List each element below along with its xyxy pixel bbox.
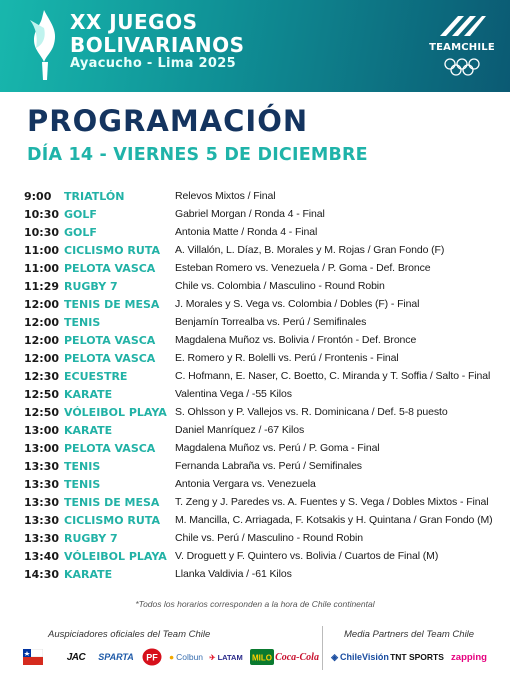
schedule-row <box>24 441 504 459</box>
row-sport: VÓLEIBOL PLAYA <box>64 550 167 563</box>
row-event: Chile vs. Colombia / Masculino - Round Robin <box>175 280 385 292</box>
schedule-row <box>24 549 504 567</box>
chilevision-logo: ◈ ChileVisión <box>331 651 389 662</box>
row-event: Esteban Romero vs. Venezuela / P. Goma - Def. Bronce <box>175 262 431 274</box>
row-time: 12:30 <box>24 370 60 383</box>
row-sport: TENIS <box>64 316 101 329</box>
row-event: Gabriel Morgan / Ronda 4 - Final <box>175 208 325 220</box>
schedule-row <box>24 459 504 477</box>
zapping-logo: zapping <box>451 651 487 663</box>
sponsors-title: Auspiciadores oficiales del Team Chile <box>48 629 211 640</box>
sponsor-divider <box>322 626 323 670</box>
row-event: Magdalena Muñoz vs. Bolivia / Frontón - Def. Bronce <box>175 334 417 346</box>
team-chile-text: TEAMCHILE <box>429 42 495 53</box>
tnt-sports-logo-text: TNT SPORTS <box>390 652 444 662</box>
row-sport: TENIS <box>64 460 101 473</box>
row-event: J. Morales y S. Vega vs. Colombia / Dobles (F) - Final <box>175 298 420 310</box>
row-time: 10:30 <box>24 208 60 221</box>
pf-logo-text: PF <box>146 652 158 663</box>
row-time: 11:29 <box>24 280 60 293</box>
row-time: 9:00 <box>24 190 52 203</box>
latam-logo: ✈ LATAM <box>209 652 243 662</box>
row-sport: KARATE <box>64 568 113 581</box>
milo-logo <box>250 648 274 666</box>
row-time: 11:00 <box>24 244 60 257</box>
row-sport: RUGBY 7 <box>64 280 118 293</box>
olympic-rings-icon <box>444 58 480 76</box>
row-event: Fernanda Labraña vs. Perú / Semifinales <box>175 460 362 472</box>
schedule-row <box>24 225 504 243</box>
page-title: PROGRAMACIÓN <box>27 104 309 138</box>
schedule-row <box>24 387 504 405</box>
team-chile-logo <box>428 12 496 80</box>
schedule-row <box>24 369 504 387</box>
row-time: 12:00 <box>24 298 60 311</box>
colbun-logo: ● Colbun <box>168 652 204 662</box>
row-event: Antonia Vergara vs. Venezuela <box>175 478 316 490</box>
header-line-2: BOLIVARIANOS <box>70 33 245 57</box>
schedule-row <box>24 423 504 441</box>
schedule-row <box>24 477 504 495</box>
media-partners-title: Media Partners del Team Chile <box>344 629 475 640</box>
row-event: M. Mancilla, C. Arriagada, F. Kotsakis y H. Quintana / Gran Fondo (M) <box>175 514 493 526</box>
row-sport: PELOTA VASCA <box>64 334 156 347</box>
row-event: Magdalena Muñoz vs. Perú / P. Goma - Final <box>175 442 380 454</box>
milo-logo-text: MILO <box>252 653 272 663</box>
gobierno-chile-logo-icon <box>22 648 44 666</box>
row-sport: PELOTA VASCA <box>64 352 156 365</box>
row-time: 10:30 <box>24 226 60 239</box>
row-event: T. Zeng y J. Paredes vs. A. Fuentes y S. Vega / Dobles Mixtos - Final <box>175 496 489 508</box>
tnt-sports-logo <box>390 648 444 666</box>
row-sport: CICLISMO RUTA <box>64 514 160 527</box>
row-event: V. Droguett y F. Quintero vs. Bolivia / Cuartos de Final (M) <box>175 550 439 562</box>
schedule-row <box>24 405 504 423</box>
row-time: 13:40 <box>24 550 60 563</box>
latam-logo-text: LATAM <box>217 652 243 662</box>
row-time: 13:30 <box>24 460 60 473</box>
row-sport: TENIS DE MESA <box>64 496 160 509</box>
row-time: 12:00 <box>24 352 60 365</box>
row-time: 11:00 <box>24 262 60 275</box>
row-time: 12:50 <box>24 388 60 401</box>
header-line-3: Ayacucho - Lima 2025 <box>70 56 236 71</box>
row-event: Relevos Mixtos / Final <box>175 190 276 202</box>
row-sport: VÓLEIBOL PLAYA <box>64 406 167 419</box>
row-time: 13:30 <box>24 514 60 527</box>
row-time: 13:30 <box>24 496 60 509</box>
schedule-row <box>24 189 504 207</box>
row-time: 12:50 <box>24 406 60 419</box>
header-banner <box>0 0 510 92</box>
schedule-row <box>24 495 504 513</box>
schedule-row <box>24 351 504 369</box>
schedule-row <box>24 207 504 225</box>
row-sport: PELOTA VASCA <box>64 442 156 455</box>
row-event: A. Villalón, L. Díaz, B. Morales y M. Rojas / Gran Fondo (F) <box>175 244 445 256</box>
row-event: E. Romero y R. Bolelli vs. Perú / Frontenis - Final <box>175 352 399 364</box>
row-time: 12:00 <box>24 316 60 329</box>
row-time: 12:00 <box>24 334 60 347</box>
row-event: S. Ohlsson y P. Vallejos vs. R. Dominicana / Def. 5-8 puesto <box>175 406 448 418</box>
schedule-row <box>24 243 504 261</box>
schedule-row <box>24 567 504 585</box>
timezone-note: *Todos los horarios corresponden a la hora de Chile continental <box>135 599 375 609</box>
row-time: 13:30 <box>24 478 60 491</box>
row-sport: GOLF <box>64 208 97 221</box>
row-event: Benjamín Torrealba vs. Perú / Semifinales <box>175 316 367 328</box>
schedule-row <box>24 297 504 315</box>
row-sport: TRIATLÓN <box>64 190 125 203</box>
row-event: Daniel Manríquez / -67 Kilos <box>175 424 305 436</box>
row-event: C. Hofmann, E. Naser, C. Boetto, C. Miranda y T. Soffia / Salto - Final <box>175 370 491 382</box>
row-event: Antonia Matte / Ronda 4 - Final <box>175 226 318 238</box>
team-chile-stripes-icon <box>436 12 488 38</box>
row-sport: ECUESTRE <box>64 370 128 383</box>
schedule-row <box>24 261 504 279</box>
sparta-logo: SPARTA <box>98 652 134 662</box>
row-event: Llanka Valdivia / -61 Kilos <box>175 568 292 580</box>
row-time: 14:30 <box>24 568 60 581</box>
row-sport: TENIS <box>64 478 101 491</box>
row-sport: RUGBY 7 <box>64 532 118 545</box>
schedule-row <box>24 513 504 531</box>
row-sport: KARATE <box>64 388 113 401</box>
jac-logo: JAC <box>66 651 86 663</box>
colbun-logo-text: Colbun <box>176 652 204 662</box>
row-event: Valentina Vega / -55 Kilos <box>175 388 292 400</box>
row-time: 13:00 <box>24 442 60 455</box>
row-event: Chile vs. Perú / Masculino - Round Robin <box>175 532 364 544</box>
header-line-1: XX JUEGOS <box>70 10 198 34</box>
schedule-row <box>24 279 504 297</box>
schedule-list <box>24 189 504 585</box>
row-time: 13:00 <box>24 424 60 437</box>
schedule-row <box>24 333 504 351</box>
row-sport: GOLF <box>64 226 97 239</box>
coca-cola-logo: Coca-Cola <box>275 651 319 663</box>
chilevision-logo-text: ChileVisión <box>340 652 389 662</box>
games-flame-logo-icon <box>24 8 66 84</box>
row-sport: PELOTA VASCA <box>64 262 156 275</box>
schedule-row <box>24 531 504 549</box>
day-subtitle: DÍA 14 - VIERNES 5 DE DICIEMBRE <box>27 145 368 165</box>
row-sport: TENIS DE MESA <box>64 298 160 311</box>
row-time: 13:30 <box>24 532 60 545</box>
pf-logo <box>141 648 163 666</box>
schedule-row <box>24 315 504 333</box>
row-sport: KARATE <box>64 424 113 437</box>
row-sport: CICLISMO RUTA <box>64 244 160 257</box>
